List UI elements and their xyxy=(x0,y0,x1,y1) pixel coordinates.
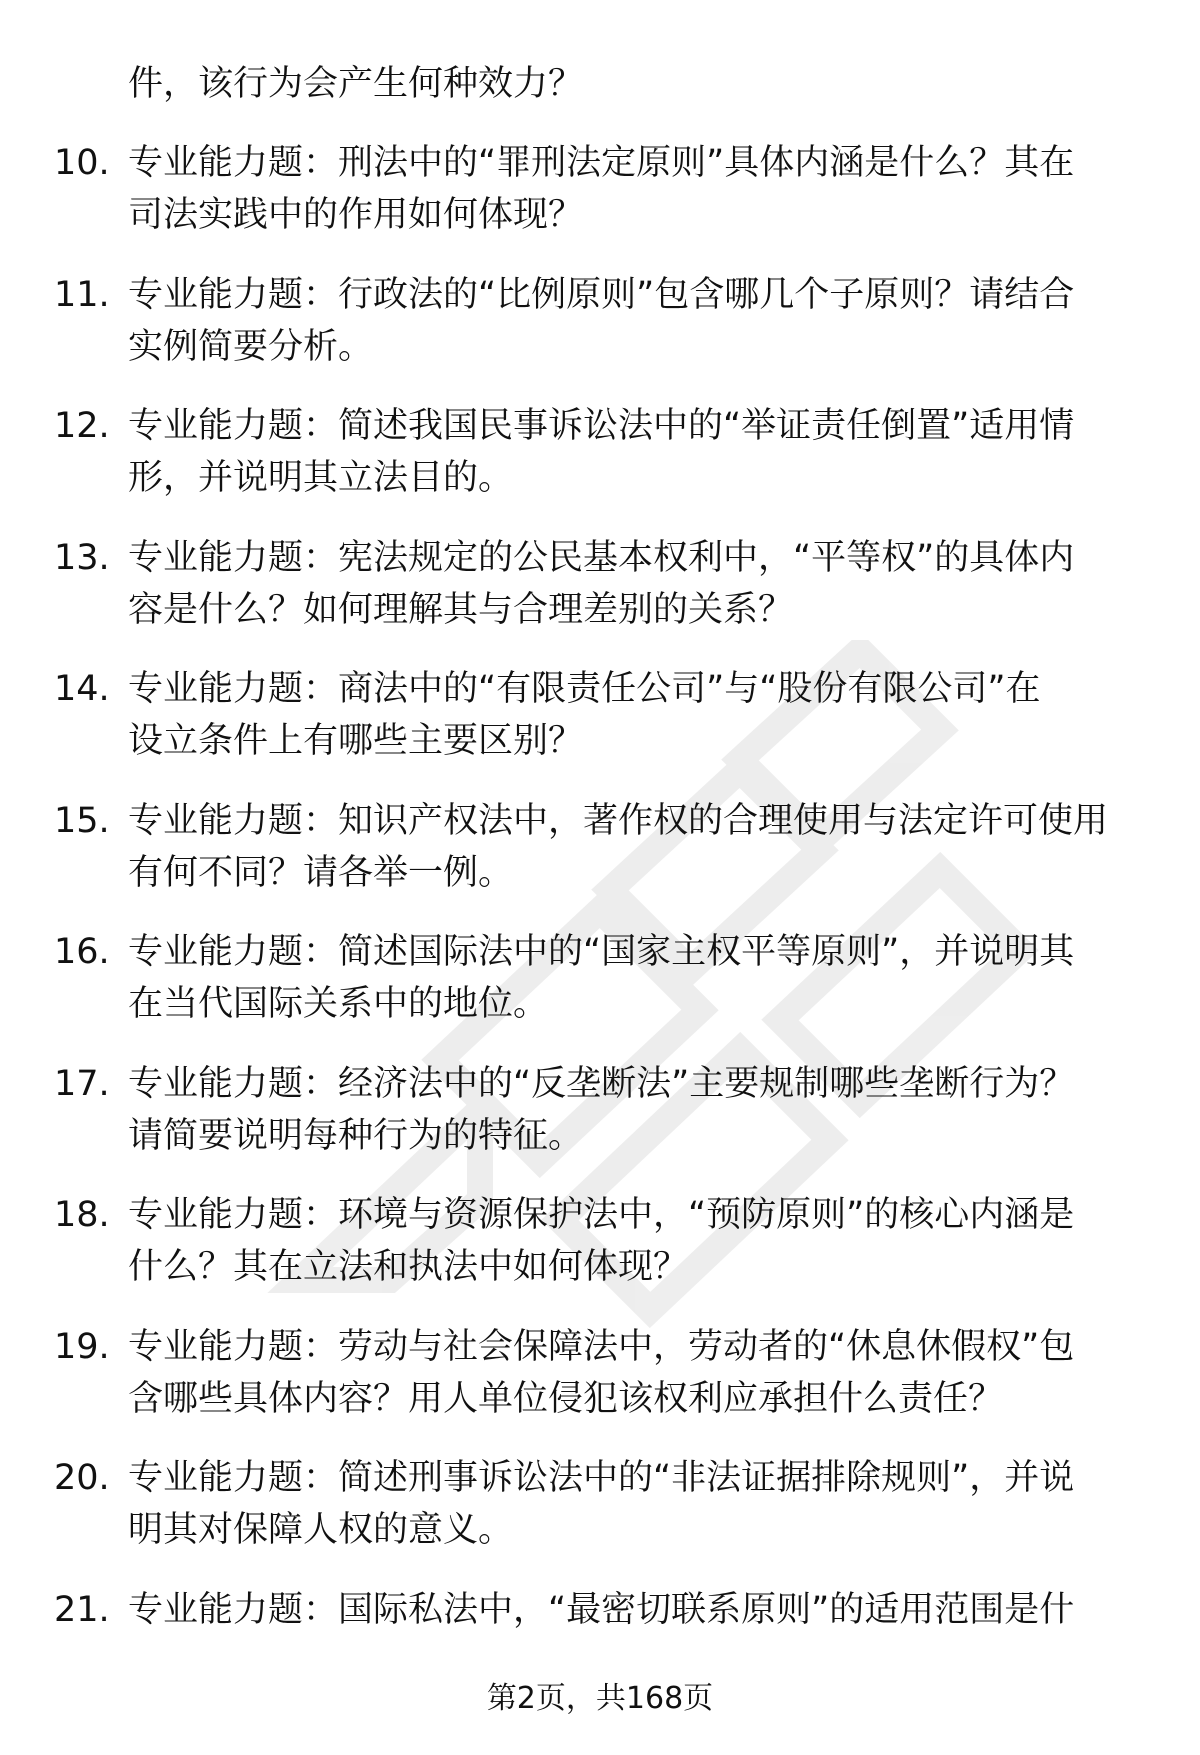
question-text-line: 专业能力题：环境与资源保护法中，“预防原则”的核心内涵是 xyxy=(128,1195,1075,1235)
question-number: 11. xyxy=(54,274,110,315)
question-number: 15. xyxy=(54,800,110,841)
question-item xyxy=(0,1321,1200,1453)
question-number: 10. xyxy=(54,143,110,183)
question-list xyxy=(0,137,1200,1715)
question-number: 17. xyxy=(54,1063,110,1104)
question-number: 21. xyxy=(54,1589,110,1630)
question-text-line: 专业能力题：劳动与社会保障法中，劳动者的“休息休假权”包 xyxy=(128,1326,1075,1367)
question-text-line: 专业能力题：经济法中的“反垄断法”主要规制哪些垄断行为？ xyxy=(128,1063,1075,1104)
question-item xyxy=(0,269,1200,401)
question-number: 16. xyxy=(54,932,110,972)
question-number: 14. xyxy=(54,669,110,709)
question-item xyxy=(0,926,1200,1058)
continuation-line: 件，该行为会产生何种效力？ xyxy=(128,64,584,104)
question-number: 13. xyxy=(54,537,110,578)
question-number: 19. xyxy=(54,1326,110,1367)
question-text-line: 专业能力题：简述我国民事诉讼法中的“举证责任倒置”适用情 xyxy=(128,406,1075,446)
question-text-line: 形，并说明其立法目的。 xyxy=(128,458,514,498)
question-text-line: 含哪些具体内容？用人单位侵犯该权利应承担什么责任？ xyxy=(128,1378,1004,1419)
question-text-line: 设立条件上有哪些主要区别？ xyxy=(128,721,584,761)
question-number: 12. xyxy=(54,406,110,446)
question-text-line: 什么？其在立法和执法中如何体现？ xyxy=(128,1247,689,1287)
question-text-line: 专业能力题：知识产权法中，著作权的合理使用与法定许可使用 xyxy=(128,800,1109,841)
question-item xyxy=(0,1452,1200,1584)
question-text-line: 专业能力题：国际私法中，“最密切联系原则”的适用范围是什 xyxy=(128,1589,1075,1630)
question-text-line: 容是什么？如何理解其与合理差别的关系？ xyxy=(128,589,794,630)
question-number: 20. xyxy=(54,1458,110,1498)
question-text-line: 专业能力题：行政法的“比例原则”包含哪几个子原则？请结合 xyxy=(128,274,1075,315)
question-text-line: 专业能力题：简述国际法中的“国家主权平等原则”，并说明其 xyxy=(128,932,1075,972)
page-footer: 第2页，共168页 xyxy=(486,1681,714,1716)
question-text-line: 在当代国际关系中的地位。 xyxy=(128,984,549,1024)
question-number: 18. xyxy=(54,1195,110,1235)
question-item xyxy=(0,1189,1200,1321)
question-item xyxy=(0,1058,1200,1190)
question-text-line: 专业能力题：刑法中的“罪刑法定原则”具体内涵是什么？其在 xyxy=(128,143,1075,183)
question-text-line: 司法实践中的作用如何体现？ xyxy=(128,195,584,235)
question-item xyxy=(0,137,1200,269)
question-text-line: 专业能力题：简述刑事诉讼法中的“非法证据排除规则”，并说 xyxy=(128,1458,1075,1498)
question-text-line: 请简要说明每种行为的特征。 xyxy=(128,1115,584,1156)
question-item xyxy=(0,400,1200,532)
question-text-line: 明其对保障人权的意义。 xyxy=(128,1510,514,1550)
question-item xyxy=(0,532,1200,664)
question-text-line: 专业能力题：宪法规定的公民基本权利中，“平等权”的具体内 xyxy=(128,537,1075,578)
question-item xyxy=(0,795,1200,927)
question-item xyxy=(0,663,1200,795)
question-text-line: 实例简要分析。 xyxy=(128,326,374,367)
question-text-line: 专业能力题：商法中的“有限责任公司”与“股份有限公司”在 xyxy=(128,669,1041,709)
question-text-line: 有何不同？请各举一例。 xyxy=(128,852,514,893)
